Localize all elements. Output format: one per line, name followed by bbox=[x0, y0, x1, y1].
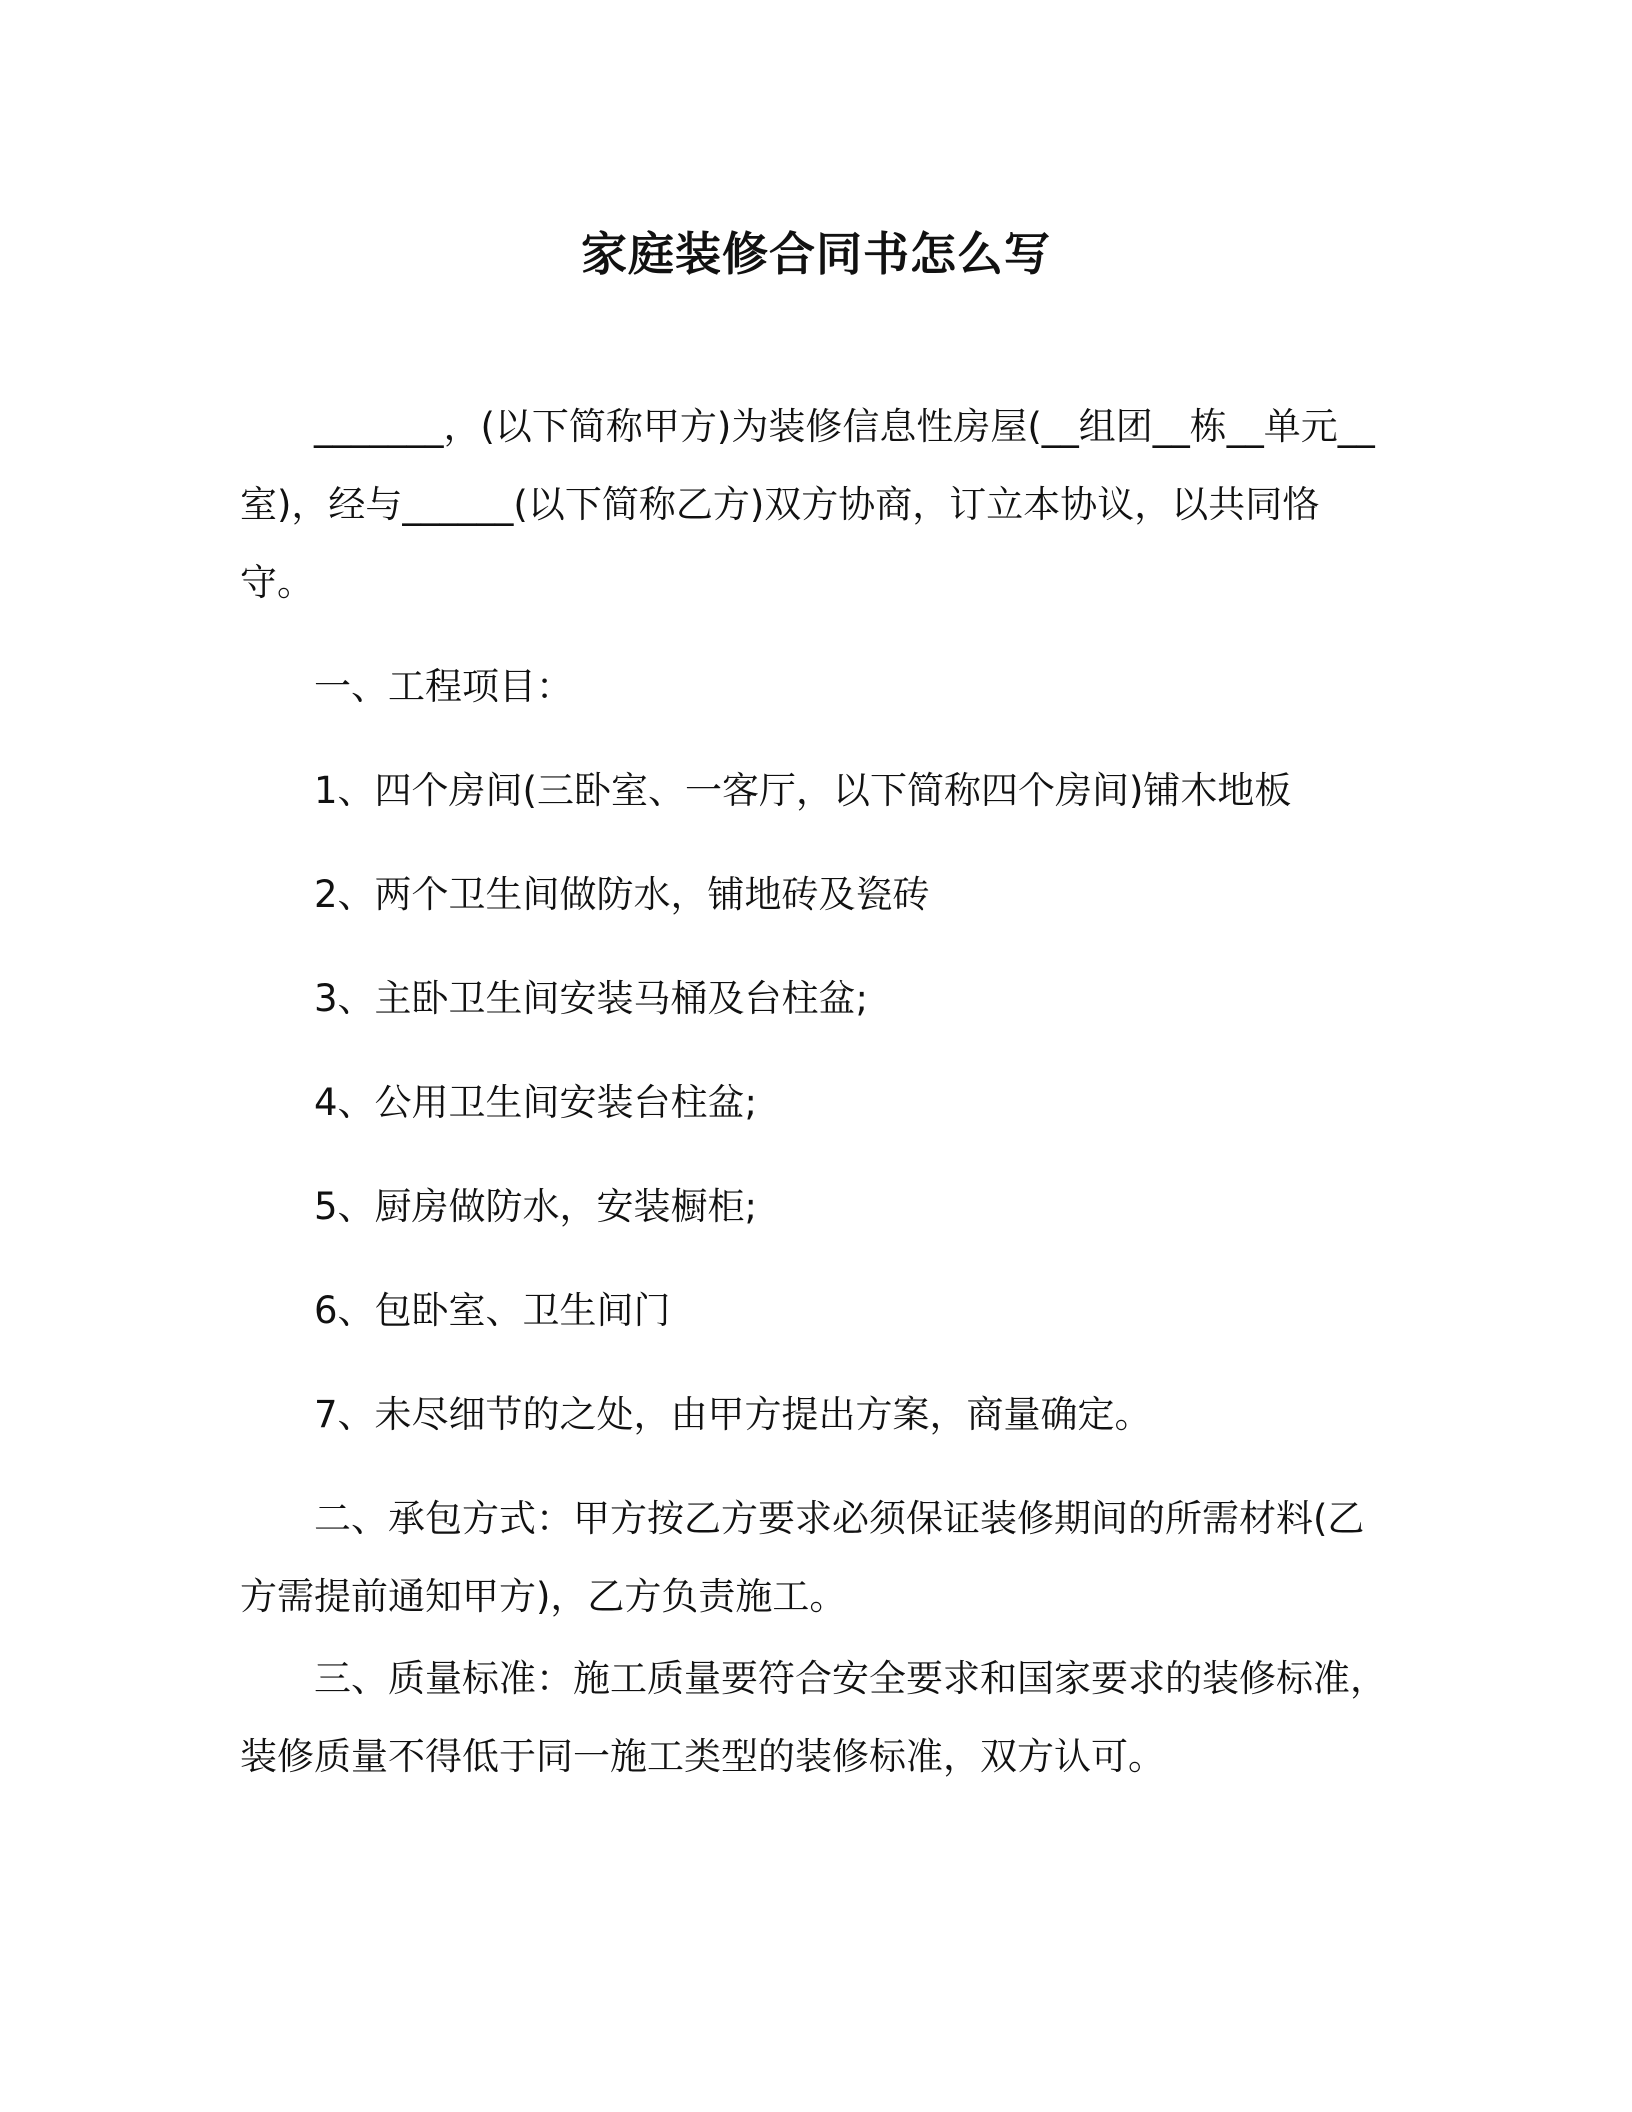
list-item: 6、包卧室、卫生间门 bbox=[314, 1289, 671, 1332]
paragraph-quality-standard: 三、质量标准：施工质量要符合安全要求和国家要求的装修标准，装修质量不得低于同一施工类型的装修标准，双方认可。 bbox=[240, 1657, 1387, 1778]
list-item: 1、四个房间(三卧室、一客厅，以下简称四个房间)铺木地板 bbox=[314, 769, 1292, 812]
list-item: 4、公用卫生间安装台柱盆; bbox=[314, 1081, 758, 1124]
list-item: 7、未尽细节的之处，由甲方提出方案，商量确定。 bbox=[314, 1393, 1152, 1436]
list-item: 5、厨房做防水，安装橱柜; bbox=[314, 1185, 758, 1228]
document-title: 家庭装修合同书怎么写 bbox=[581, 227, 1051, 281]
section-heading-project: 一、工程项目： bbox=[314, 665, 573, 708]
list-item: 3、主卧卫生间安装马桶及台柱盆; bbox=[314, 977, 869, 1020]
paragraph-contract-method: 二、承包方式：甲方按乙方要求必须保证装修期间的所需材料(乙方需提前通知甲方)，乙方负责施工。 bbox=[240, 1497, 1365, 1618]
paragraph-intro: _______，(以下简称甲方)为装修信息性房屋(__组团__栋__单元__室)，经与______(以下简称乙方)双方协商，订立本协议，以共同恪守。 bbox=[240, 405, 1375, 604]
list-item: 2、两个卫生间做防水，铺地砖及瓷砖 bbox=[314, 873, 930, 916]
